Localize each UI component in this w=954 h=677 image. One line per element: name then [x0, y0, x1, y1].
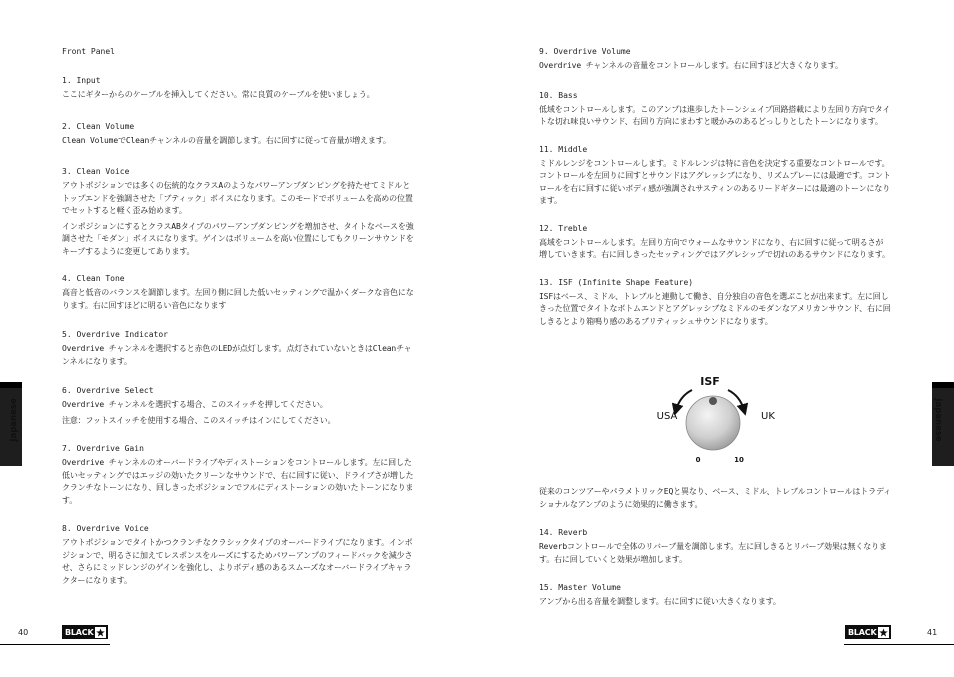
section-clean-tone [62, 273, 414, 312]
section-title: 9. Overdrive Volume [539, 47, 631, 56]
section-title: 1. Input [62, 76, 101, 85]
right-page-number: 41 [927, 628, 938, 637]
section-clean-voice [62, 166, 414, 258]
knob-pointer-icon [709, 397, 717, 405]
section-title: 4. Clean Tone [62, 274, 125, 283]
section-text: 高音と低音のバランスを調節します。左回り側に回した低いセッティングで温かくダークな音色になります。右に回すほどに明るい音色になります [62, 288, 414, 310]
section-clean-volume [62, 121, 414, 148]
section-title: 10. Bass [539, 90, 578, 100]
section-treble [539, 223, 891, 262]
section-text: 高域をコントロールします。左回り方向でウォームなサウンドになり、右に回すに従って明るさが増していきます。右に回しきったセッティングではアグレシップで切れのあるサウンドになります。 [539, 237, 890, 259]
section-title: 2. Clean Volume [62, 121, 135, 131]
section-title: 3. Clean Voice [62, 167, 130, 176]
section-overdrive-gain [62, 443, 414, 507]
section-title: 15. Master Volume [539, 583, 621, 592]
section-text: Clean VolumeでCleanチャンネルの音量を調節します。右に回すに従って音量が増えます。 [62, 135, 391, 145]
front-panel-heading: Front Panel [62, 47, 115, 56]
left-footer-rule [0, 644, 110, 645]
section-overdrive-voice [62, 523, 414, 587]
brand-logo-right [845, 625, 891, 639]
section-text: Reverbコントロールで全体のリバーブ量を調節します。左に回しきるとリバーブ効果は無くなります。右に回していくと効果が増加します。 [539, 542, 887, 564]
section-text: アウトポジションでタイトかつクランチなクラシックタイプのオーバードライブになります。インポジションで、明るさに加えてレスポンスをルーズにするためパワーアンプのフィードバックを減少させ、さらにミッドレンジのゲインを強化し、よりボディ感のあるスムーズなオーバードライブキャラクターになります。 [62, 538, 413, 585]
section-title: 13. ISF (Infinite Shape Feature) [539, 277, 694, 287]
isf-note-text: 従来のコンツアーやパラメトリックEQと異なり、ベース、ミドル、トレブルコントロールはトラディショナルなアンプのように効果的に働きます。 [539, 487, 892, 509]
section-text: アンプから出る音量を調整します。右に回すに従い大きくなります。 [539, 597, 781, 606]
star-icon [95, 627, 106, 638]
section-overdrive-indicator [62, 329, 414, 368]
section-overdrive-select [62, 385, 414, 427]
logo-text: BLACK [848, 627, 877, 637]
section-text: 注意：フットスイッチを使用する場合、このスイッチはインにしてください。 [62, 415, 336, 425]
logo-text: BLACK [65, 627, 94, 637]
right-footer-rule [844, 644, 954, 645]
isf-label: ISF [700, 375, 720, 388]
section-title: 8. Overdrive Voice [62, 524, 149, 533]
section-title: 11. Middle [539, 144, 588, 154]
section-text: ISFはベース、ミドル、トレブルと連動して働き、自分独自の音色を選ぶことが出来ます。左に回しきった位置でタイトなボトムエンドとアグレッシブなミドルのモダンなアメリカンサウンド、右に回しきるとより箱鳴り感のあるブリティッシュサウンドになります。 [539, 291, 891, 326]
right-page-column [539, 46, 891, 331]
section-bass [539, 90, 891, 129]
section-text: Overdrive チャンネルを選択すると赤色のLEDが点灯します。点灯されていないときはCleanチャンネルになります。 [62, 344, 412, 366]
section-text: 低域をコントロールします。このアンプは進歩したトーンシェイプ回路搭載により左回り方向でタイトな切れ味良いサウンド、右回り方向にまわすと暖かみのあるどっしりとしたトーンになります。 [539, 104, 891, 126]
section-isf [539, 277, 891, 329]
section-text: Overdrive チャンネルのオーバードライブやディストーションをコントロールします。左に回した低いセッティングではエッジの効いたクリーンなサウンドで、右に回すに従い、ドライブさが増したクランチなトーンになり、回しきったポジションでフルにディストーションの効いたトーンになります。 [62, 458, 414, 505]
section-text: Overdrive チャンネルを選択する場合、このスイッチを押してください。 [62, 400, 328, 409]
section-overdrive-volume [539, 46, 891, 73]
section-title: 5. Overdrive Indicator [62, 330, 168, 339]
right-tab-label: Japanese [933, 398, 943, 442]
section-title: 7. Overdrive Gain [62, 444, 144, 453]
left-tab-label: Japanese [9, 398, 19, 442]
star-icon [878, 627, 889, 638]
left-arrow-icon [676, 390, 692, 410]
section-title: 12. Treble [539, 223, 588, 233]
usa-label: USA [656, 411, 678, 422]
section-master-volume [539, 582, 891, 609]
section-text: アウトポジションでは多くの伝統的なクラスAのようなパワーアンプダンピングを持たせてミドルとトップエンドを強調させた「ブティック」ボイスになります。このモードでボリュームを高めの位置でセットすると軽く歪み始めます。 [62, 181, 413, 215]
brand-logo-left [62, 625, 108, 639]
uk-label: UK [761, 411, 775, 422]
isf-knob-diagram [640, 370, 780, 470]
section-title: 6. Overdrive Select [62, 386, 154, 395]
left-page-column [62, 46, 414, 590]
right-page-lower [539, 486, 891, 612]
section-reverb [539, 527, 891, 566]
section-text: インポジションにするとクラスABタイプのパワーアンプダンピングを増加させ、タイトなベースを強調させた「モダン」ボイスになります。ゲインはボリュームを高い位置にしてもクリーンサウンドをキープするように変更してあります。 [62, 221, 414, 256]
section-input [62, 75, 414, 102]
section-middle [539, 144, 891, 208]
max-label: 10 [734, 456, 744, 464]
section-text: ミドルレンジをコントロールします。ミドルレンジは特に音色を決定する重要なコントロールです。コントロールを左回りに回すとサウンドはアグレッシブになり、リズムプレーには最適です。コントロールを右に回すに従いボディ感が強調されサスティンのあるリードギターには最適のトーンになります。 [539, 158, 891, 205]
section-title: 14. Reverb [539, 528, 588, 537]
section-text: ここにギターからのケーブルを挿入してください。常に良質のケーブルを使いましょう。 [62, 90, 375, 99]
left-page-number: 40 [18, 628, 29, 637]
min-label: 0 [695, 456, 701, 464]
section-text: Overdrive チャンネルの音量をコントロールします。右に回すほど大きくなります。 [539, 61, 843, 70]
